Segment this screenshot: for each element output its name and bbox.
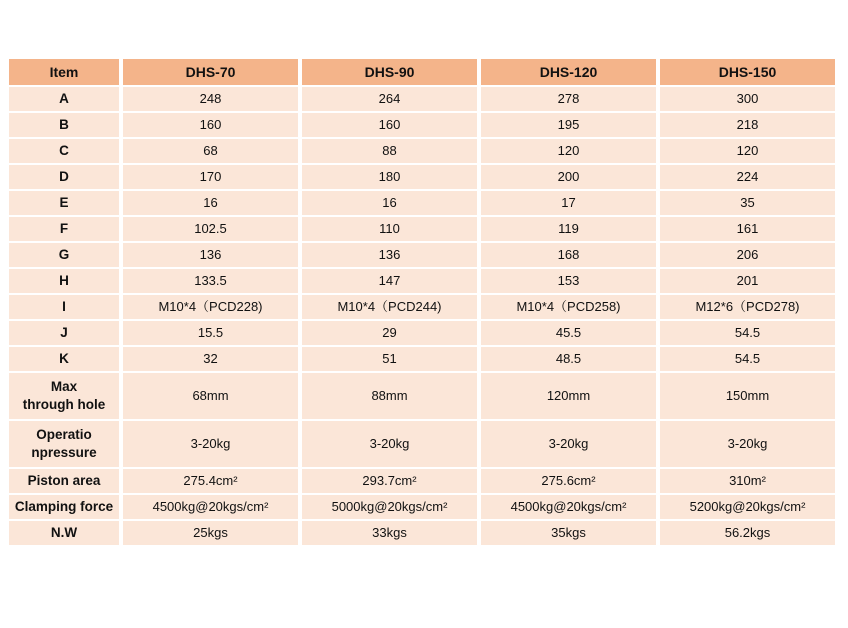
table-cell: 170 [123,165,298,189]
table-cell: 68mm [123,373,298,419]
table-cell: 120 [481,139,656,163]
table-cell: 4500kg@20kgs/cm² [481,495,656,519]
row-label: F [9,217,119,241]
table-row [7,216,841,242]
table-cell: 68 [123,139,298,163]
table-cell: 153 [481,269,656,293]
row-label: G [9,243,119,267]
table-cell: 5000kg@20kgs/cm² [302,495,477,519]
row-label: K [9,347,119,371]
table-row [7,268,841,294]
table-cell: M12*6（PCD278) [660,295,835,319]
table-cell: 35 [660,191,835,215]
table-cell: 48.5 [481,347,656,371]
table-row [7,294,841,320]
table-cell: 133.5 [123,269,298,293]
table-cell: 16 [302,191,477,215]
table-cell: 3-20kg [660,421,835,467]
row-label: Clamping force [9,495,119,519]
table-cell: 200 [481,165,656,189]
table-cell: 310m² [660,469,835,493]
table-cell: 88 [302,139,477,163]
header-row [7,58,841,86]
table-cell: 32 [123,347,298,371]
table-cell: 25kgs [123,521,298,545]
header-cell-model: DHS-150 [660,59,835,85]
row-label: C [9,139,119,163]
row-label: J [9,321,119,345]
table-cell: 218 [660,113,835,137]
table-cell: 4500kg@20kgs/cm² [123,495,298,519]
table-cell: 29 [302,321,477,345]
table-cell: 119 [481,217,656,241]
table-cell: 150mm [660,373,835,419]
row-label: A [9,87,119,111]
table-cell: 35kgs [481,521,656,545]
table-cell: 3-20kg [123,421,298,467]
table-cell: 278 [481,87,656,111]
table-cell: 88mm [302,373,477,419]
table-cell: 161 [660,217,835,241]
table-cell: 147 [302,269,477,293]
table-cell: 206 [660,243,835,267]
table-row [7,420,841,468]
table-row [7,320,841,346]
row-label: Piston area [9,469,119,493]
header-cell-model: DHS-70 [123,59,298,85]
table-cell: 293.7cm² [302,469,477,493]
row-label: Operatio npressure [9,421,119,467]
table-cell: 56.2kgs [660,521,835,545]
table-cell: 17 [481,191,656,215]
table-cell: M10*4（PCD244) [302,295,477,319]
row-label: B [9,113,119,137]
table-cell: 275.4cm² [123,469,298,493]
table-cell: 248 [123,87,298,111]
table-cell: 275.6cm² [481,469,656,493]
table-row [7,468,841,494]
table-cell: 168 [481,243,656,267]
table-cell: 201 [660,269,835,293]
table-cell: 136 [123,243,298,267]
table-row [7,86,841,112]
table-row [7,520,841,546]
row-label: H [9,269,119,293]
row-label: E [9,191,119,215]
spec-table [7,58,841,546]
table-row [7,112,841,138]
table-cell: 16 [123,191,298,215]
table-cell: 33kgs [302,521,477,545]
table-cell: 224 [660,165,835,189]
table-cell: 264 [302,87,477,111]
table-cell: 160 [302,113,477,137]
table-cell: 54.5 [660,321,835,345]
table-cell: M10*4（PCD228) [123,295,298,319]
table-cell: 120mm [481,373,656,419]
table-cell: 136 [302,243,477,267]
table-row [7,164,841,190]
table-row [7,138,841,164]
table-cell: 195 [481,113,656,137]
table-cell: 15.5 [123,321,298,345]
table-row [7,346,841,372]
table-cell: 51 [302,347,477,371]
table-cell: 54.5 [660,347,835,371]
table-cell: 102.5 [123,217,298,241]
header-cell-item: Item [9,59,119,85]
table-cell: 3-20kg [481,421,656,467]
table-body [7,86,841,546]
table-cell: 120 [660,139,835,163]
table-cell: 45.5 [481,321,656,345]
table-row [7,494,841,520]
table-cell: 3-20kg [302,421,477,467]
table-cell: 160 [123,113,298,137]
table-cell: M10*4（PCD258) [481,295,656,319]
table-cell: 110 [302,217,477,241]
table-row [7,242,841,268]
table-row [7,372,841,420]
table-cell: 5200kg@20kgs/cm² [660,495,835,519]
row-label: I [9,295,119,319]
table-row [7,190,841,216]
row-label: D [9,165,119,189]
table-cell: 180 [302,165,477,189]
row-label: N.W [9,521,119,545]
table-cell: 300 [660,87,835,111]
row-label: Max through hole [9,373,119,419]
header-cell-model: DHS-90 [302,59,477,85]
header-cell-model: DHS-120 [481,59,656,85]
